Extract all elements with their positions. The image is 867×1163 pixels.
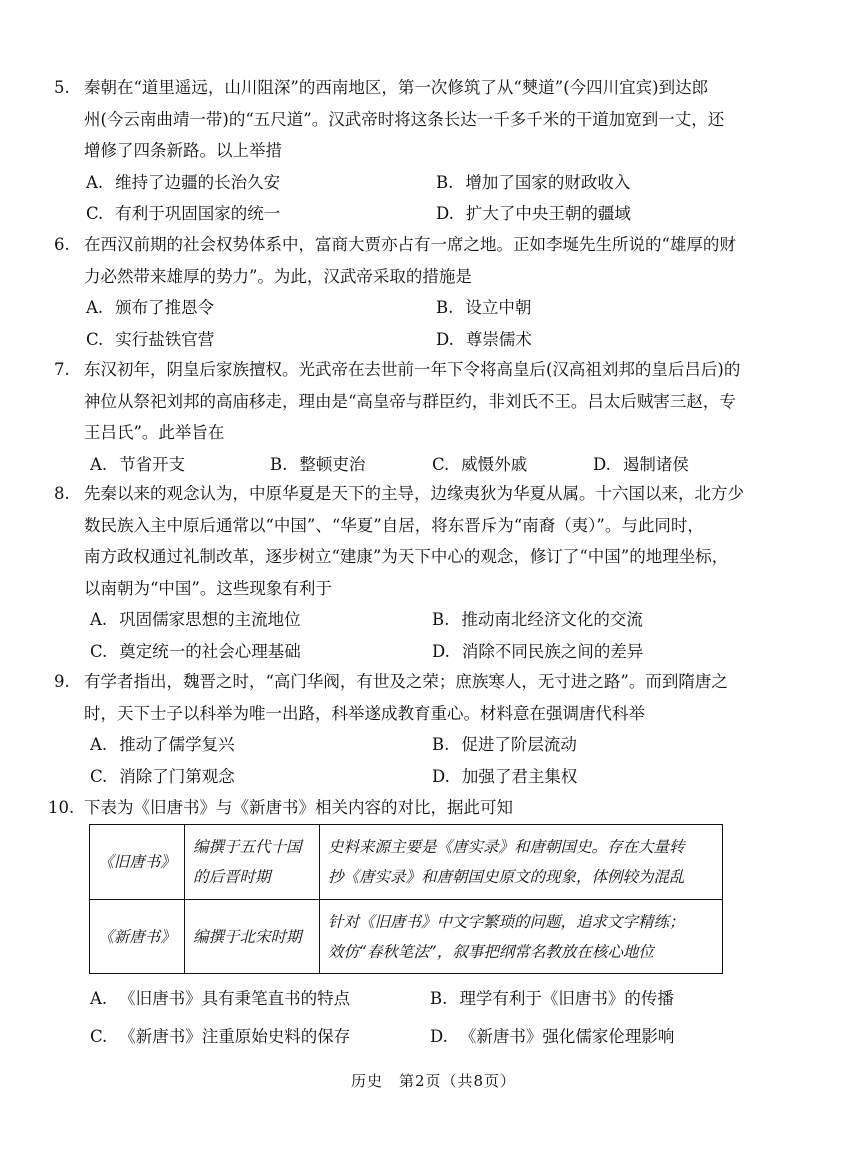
- option-a[interactable]: A. 巩固儒家思想的主流地位: [90, 610, 301, 629]
- question-stem-line: 东汉初年，阴皇后家族擅权。光武帝在去世前一年下令将高皇后(汉高祖刘邦的皇后吕后)的: [84, 360, 741, 379]
- option-b[interactable]: B. 推动南北经济文化的交流: [432, 610, 643, 629]
- table-row: [90, 825, 723, 900]
- option-c[interactable]: C. 消除了门第观念: [90, 766, 235, 786]
- question-10-options: [62, 983, 762, 1053]
- book-name-cell: 《旧唐书》: [90, 825, 185, 900]
- question-6: [54, 229, 762, 355]
- question-10: [48, 792, 762, 824]
- question-number: 9.: [54, 672, 70, 691]
- options-row: [62, 324, 762, 356]
- options-row: [62, 198, 762, 230]
- compile-time-cell: 编撰于北宋时期: [185, 900, 320, 974]
- comparison-table: [89, 824, 723, 974]
- option-a[interactable]: A. 节省开支: [90, 454, 186, 474]
- option-b[interactable]: B. 理学有利于《旧唐书》的传播: [430, 989, 674, 1008]
- options-row: [62, 449, 762, 481]
- question-stem-line: 州(今云南曲靖一带)的“五尺道”。汉武帝时将这条长达一千多千米的干道加宽到一丈，还: [84, 109, 725, 129]
- option-a[interactable]: A. 维持了边疆的长治久安: [86, 172, 281, 192]
- question-stem-line: 数民族入主中原后通常以“中国”、“华夏”自居，将东晋斥为“南裔（夷）”。与此同时，: [84, 515, 704, 535]
- question-stem-line: 在西汉前期的社会权势体系中，富商大贾亦占有一席之地。正如李埏先生所说的“雄厚的财: [84, 235, 736, 254]
- book-name-cell: 《新唐书》: [90, 900, 185, 974]
- question-5: [54, 72, 762, 230]
- question-number: 8.: [54, 484, 70, 503]
- options-row: [62, 167, 762, 199]
- question-stem-line: 神位从祭祀刘邦的高庙移走，理由是“高皇帝与群臣约，非刘氏不王。吕太后贼害三赵，专: [84, 391, 736, 411]
- question-stem-line: 有学者指出，魏晋之时，“高门华阀，有世及之荣；庶族寒人，无寸进之路”。而到隋唐之: [84, 672, 728, 691]
- option-c[interactable]: C. 有利于巩固国家的统一: [86, 204, 281, 223]
- option-d[interactable]: D. 《新唐书》强化儒家伦理影响: [430, 1027, 675, 1046]
- options-row: [62, 761, 762, 793]
- compile-time-cell: 编撰于五代十国 的后晋时期: [185, 825, 320, 900]
- option-a[interactable]: A. 《旧唐书》具有秉笔直书的特点: [90, 989, 351, 1008]
- table-row: [90, 900, 723, 974]
- page-footer: 历史 第2页（共8页）: [350, 1072, 517, 1090]
- question-7: [54, 354, 762, 480]
- question-stem-line: 南方政权通过礼制改革，逐步树立“建康”为天下中心的观念，修订了“中国”的地理坐标，: [84, 547, 729, 566]
- option-a[interactable]: A. 颁布了推恩令: [86, 298, 215, 317]
- content-cell: 针对《旧唐书》中文字繁琐的问题，追求文字精练； 效仿“春秋笔法”，叙事把纲常名教放在核心地位: [320, 900, 723, 974]
- options-row: [62, 729, 762, 761]
- options-row: [62, 636, 762, 668]
- option-b[interactable]: B. 设立中朝: [436, 298, 532, 317]
- question-stem-line: 王吕氏”。此举旨在: [84, 423, 225, 442]
- question-stem-line: 先秦以来的观念认为，中原华夏是天下的主导，边缘夷狄为华夏从属。十六国以来，北方少: [84, 484, 744, 503]
- option-c[interactable]: C. 实行盐铁官营: [86, 329, 215, 349]
- question-stem-line: 秦朝在“道里遥远，山川阻深”的西南地区，第一次修筑了从“僰道”(今四川宜宾)到达郎: [84, 78, 709, 97]
- option-d[interactable]: D. 消除不同民族之间的差异: [432, 641, 644, 661]
- question-9: [54, 666, 762, 792]
- question-stem-line: 时，天下士子以科举为唯一出路，科举遂成教育重心。材料意在强调唐代科举: [84, 703, 645, 723]
- content-cell: 史料来源主要是《唐实录》和唐朝国史。存在大量转 抄《唐实录》和唐朝国史原文的现象，体例较为混乱: [320, 825, 723, 900]
- option-c[interactable]: C. 威慑外戚: [432, 454, 528, 474]
- option-d[interactable]: D. 尊崇儒术: [436, 329, 532, 349]
- question-number: 7.: [54, 360, 70, 379]
- option-d[interactable]: D. 加强了君主集权: [432, 766, 578, 786]
- question-stem-line: 以南朝为“中国”。这些现象有利于: [84, 578, 332, 598]
- options-row: [62, 604, 762, 636]
- question-stem-line: 增修了四条新路。以上举措: [84, 141, 282, 160]
- option-c[interactable]: C. 《新唐书》注重原始史料的保存: [90, 1027, 351, 1046]
- question-stem-line: 力必然带来雄厚的势力”。为此，汉武帝采取的措施是: [84, 266, 472, 286]
- option-d[interactable]: D. 遏制诸侯: [593, 454, 689, 474]
- question-number: 5.: [54, 78, 70, 97]
- question-number: 10.: [48, 798, 75, 817]
- question-8: [54, 478, 762, 667]
- question-number: 6.: [54, 235, 70, 254]
- option-b[interactable]: B. 增加了国家的财政收入: [436, 172, 631, 192]
- option-c[interactable]: C. 奠定统一的社会心理基础: [90, 641, 301, 661]
- question-stem-line: 下表为《旧唐书》与《新唐书》相关内容的对比，据此可知: [84, 798, 513, 817]
- options-row: [62, 1021, 762, 1053]
- option-a[interactable]: A. 推动了儒学复兴: [90, 735, 235, 754]
- option-b[interactable]: B. 促进了阶层流动: [432, 735, 577, 754]
- options-row: [62, 292, 762, 324]
- options-row: [62, 983, 762, 1021]
- option-b[interactable]: B. 整顿吏治: [270, 454, 366, 474]
- option-d[interactable]: D. 扩大了中央王朝的疆域: [436, 204, 631, 223]
